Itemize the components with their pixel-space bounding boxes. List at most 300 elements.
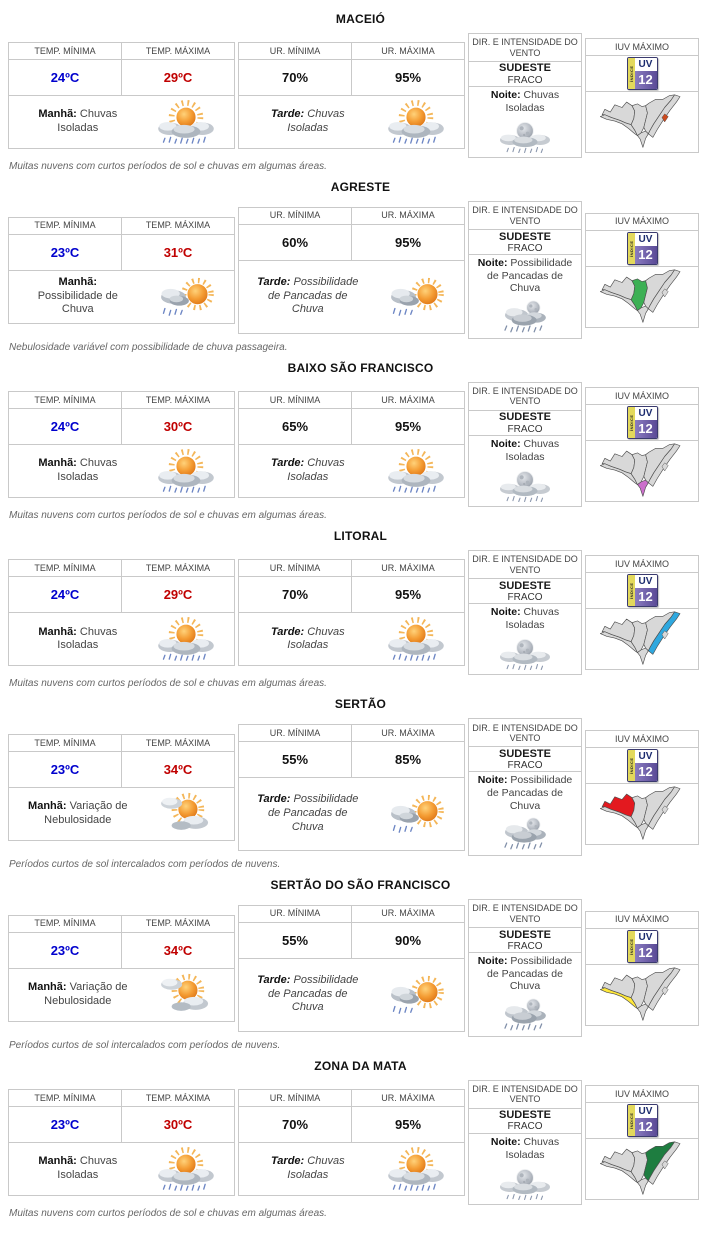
temp-max-value: 34ºC — [121, 751, 235, 788]
humidity-max-header: UR. MÁXIMA — [351, 905, 465, 923]
humidity-min-value: 70% — [238, 59, 352, 96]
humidity-min-header: UR. MÍNIMA — [238, 207, 352, 225]
region-section — [8, 12, 713, 172]
night-condition: Chuvas Isoladas — [505, 437, 560, 463]
afternoon-label: Tarde: — [257, 973, 291, 986]
humidity-min-header: UR. MÍNIMA — [238, 905, 352, 923]
temp-min-value: 24ºC — [8, 59, 122, 96]
wind-table — [468, 382, 582, 507]
wind-direction: SUDESTE — [499, 411, 551, 424]
uv-table — [585, 387, 699, 502]
forecast-row — [8, 33, 713, 158]
night-label: Noite: — [490, 437, 521, 450]
uv-word: UV — [635, 233, 657, 246]
uv-header: IUV MÁXIMO — [585, 555, 699, 573]
morning-forecast-text — [26, 276, 130, 317]
night-rain-icon — [496, 464, 554, 504]
region-note: Muitas nuvens com curtos períodos de sol e chuvas em algumas áreas. — [9, 161, 327, 173]
uv-indice-vertical-label: ÍNDICE — [628, 58, 635, 89]
temp-max-header: TEMP. MÁXIMA — [121, 915, 235, 933]
uv-table — [585, 38, 699, 153]
map-region-zona-mata — [644, 1142, 675, 1181]
morning-condition: Chuvas Isoladas — [57, 457, 118, 484]
humidity-min-value: 65% — [238, 408, 352, 445]
temp-table — [8, 391, 235, 498]
region-note: Períodos curtos de sol intercalados com períodos de nuvens. — [9, 1039, 281, 1051]
humidity-table — [238, 207, 465, 334]
wind-intensity: FRACO — [507, 591, 543, 603]
map-region-zona-mata — [644, 967, 675, 1006]
afternoon-forecast-cell — [238, 95, 465, 149]
morning-label: Manhã: — [38, 1155, 77, 1168]
temp-max-header: TEMP. MÁXIMA — [121, 42, 235, 60]
wind-direction: SUDESTE — [499, 62, 551, 75]
region-map-cell — [585, 440, 699, 502]
wind-value-cell — [468, 229, 582, 255]
cloud-rain-sun-icon — [385, 972, 447, 1018]
uv-value-cell — [585, 747, 699, 784]
night-forecast-text — [472, 774, 578, 812]
uv-word: UV — [635, 58, 657, 71]
night-label: Noite: — [490, 1135, 521, 1148]
temp-min-value: 23ºC — [8, 234, 122, 271]
afternoon-condition: Possibilidade de Pancadas de Chuva — [268, 793, 359, 833]
temp-max-value: 29ºC — [121, 59, 235, 96]
night-forecast-text — [472, 438, 578, 463]
region-section — [8, 529, 713, 689]
map-region-zona-mata — [644, 444, 675, 483]
afternoon-label: Tarde: — [270, 108, 305, 121]
night-forecast-text — [472, 1136, 578, 1161]
uv-word: UV — [635, 407, 657, 420]
afternoon-condition: Chuvas Isoladas — [287, 108, 345, 135]
uv-index-icon — [627, 57, 658, 90]
uv-index-value: 12 — [635, 763, 657, 781]
uv-index-icon — [627, 1104, 658, 1137]
morning-forecast-text — [26, 108, 130, 136]
uv-index-icon — [627, 574, 658, 607]
temp-max-value: 34ºC — [121, 932, 235, 969]
humidity-table — [238, 724, 465, 851]
night-rain-icon — [496, 1162, 554, 1202]
uv-indice-vertical-label: ÍNDICE — [628, 233, 635, 264]
morning-label: Manhã: — [38, 108, 77, 121]
wind-table — [468, 33, 582, 158]
temp-max-value: 30ºC — [121, 1106, 235, 1143]
afternoon-condition: Possibilidade de Pancadas de Chuva — [268, 973, 359, 1014]
region-note: Muitas nuvens com curtos períodos de sol e chuvas em algumas áreas. — [9, 510, 327, 522]
temp-max-header: TEMP. MÁXIMA — [121, 734, 235, 752]
uv-word: UV — [635, 931, 657, 944]
temp-max-header: TEMP. MÁXIMA — [121, 217, 235, 235]
wind-direction: SUDESTE — [499, 747, 551, 760]
night-condition: Possibilidade de Pancadas de Chuva — [487, 257, 573, 295]
night-label: Noite: — [477, 774, 508, 787]
alagoas-region-map — [593, 1140, 691, 1198]
wind-header: DIR. E INTENSIDADE DO VENTO — [468, 33, 582, 62]
humidity-max-header: UR. MÁXIMA — [351, 207, 465, 225]
forecast-row — [8, 899, 713, 1037]
region-note: Nebulosidade variável com possibilidade de chuva passageira. — [9, 341, 288, 353]
cloud-rain-sun-icon — [155, 274, 217, 320]
uv-header: IUV MÁXIMO — [585, 387, 699, 405]
temp-max-header: TEMP. MÁXIMA — [121, 391, 235, 409]
afternoon-forecast-cell — [238, 1142, 465, 1196]
night-forecast-text — [472, 606, 578, 631]
uv-word: UV — [635, 575, 657, 588]
afternoon-forecast-cell — [238, 612, 465, 666]
morning-condition: Chuvas Isoladas — [57, 625, 118, 652]
temp-max-value: 31ºC — [121, 234, 235, 271]
humidity-min-value: 70% — [238, 576, 352, 613]
morning-forecast-text — [26, 800, 130, 828]
uv-table — [585, 911, 699, 1026]
sun-rain-icon — [155, 448, 217, 494]
wind-value-cell — [468, 927, 582, 953]
sun-rain-icon — [385, 616, 447, 662]
morning-label: Manhã: — [58, 275, 98, 288]
afternoon-label: Tarde: — [270, 1155, 305, 1168]
uv-table — [585, 730, 699, 845]
morning-forecast-cell — [8, 270, 235, 324]
morning-label: Manhã: — [38, 625, 77, 638]
night-forecast-cell — [468, 771, 582, 856]
afternoon-forecast-text — [256, 793, 360, 834]
temp-min-header: TEMP. MÍNIMA — [8, 734, 122, 752]
night-heavy-rain-icon — [496, 994, 554, 1034]
uv-value-cell — [585, 404, 699, 441]
alagoas-region-map — [593, 966, 691, 1024]
region-note: Muitas nuvens com curtos períodos de sol e chuvas em algumas áreas. — [9, 1208, 327, 1220]
morning-label: Manhã: — [28, 799, 67, 812]
sun-rain-icon — [385, 448, 447, 494]
wind-intensity: FRACO — [507, 74, 543, 86]
afternoon-forecast-text — [256, 626, 360, 654]
temp-min-header: TEMP. MÍNIMA — [8, 217, 122, 235]
night-forecast-cell — [468, 435, 582, 507]
humidity-max-value: 95% — [351, 576, 465, 613]
region-map-cell — [585, 608, 699, 670]
region-section — [8, 1059, 713, 1219]
humidity-table — [238, 42, 465, 149]
alagoas-region-map — [593, 268, 691, 326]
humidity-max-value: 90% — [351, 922, 465, 959]
temp-min-value: 23ºC — [8, 932, 122, 969]
wind-direction: SUDESTE — [499, 928, 551, 941]
afternoon-condition: Chuvas Isoladas — [287, 625, 345, 652]
wind-value-cell — [468, 746, 582, 772]
night-label: Noite: — [490, 89, 521, 101]
uv-value-cell — [585, 1102, 699, 1139]
forecast-row — [8, 1080, 713, 1205]
uv-table — [585, 555, 699, 670]
map-region-zona-mata — [644, 95, 675, 134]
humidity-min-value: 55% — [238, 922, 352, 959]
morning-condition: Chuvas Isoladas — [57, 1155, 118, 1181]
region-map-cell — [585, 964, 699, 1026]
region-title: AGRESTE — [330, 180, 391, 195]
humidity-max-value: 95% — [351, 408, 465, 445]
uv-index-value: 12 — [635, 944, 657, 962]
region-title: BAIXO SÃO FRANCISCO — [287, 360, 434, 375]
morning-forecast-cell — [8, 968, 235, 1022]
night-heavy-rain-icon — [496, 296, 554, 336]
night-forecast-cell — [468, 952, 582, 1037]
temp-min-header: TEMP. MÍNIMA — [8, 1089, 122, 1107]
region-section — [8, 361, 713, 521]
temp-min-header: TEMP. MÍNIMA — [8, 915, 122, 933]
humidity-max-value: 95% — [351, 224, 465, 261]
region-map-cell — [585, 91, 699, 153]
morning-forecast-text — [26, 626, 130, 654]
humidity-min-header: UR. MÍNIMA — [238, 391, 352, 409]
wind-table — [468, 718, 582, 856]
temp-min-value: 23ºC — [8, 751, 122, 788]
night-forecast-cell — [468, 1133, 582, 1205]
humidity-max-value: 95% — [351, 59, 465, 96]
region-section — [8, 878, 713, 1051]
afternoon-forecast-cell — [238, 444, 465, 498]
humidity-table — [238, 905, 465, 1032]
alagoas-region-map — [593, 610, 691, 668]
night-condition: Chuvas Isoladas — [505, 1135, 560, 1161]
uv-header: IUV MÁXIMO — [585, 1085, 699, 1103]
afternoon-forecast-cell — [238, 958, 465, 1032]
morning-label: Manhã: — [28, 980, 67, 993]
uv-header: IUV MÁXIMO — [585, 730, 699, 748]
afternoon-condition: Chuvas Isoladas — [287, 457, 345, 484]
afternoon-forecast-cell — [238, 260, 465, 334]
morning-condition: Variação de Nebulosidade — [44, 980, 128, 1007]
night-heavy-rain-icon — [496, 813, 554, 853]
sun-rain-icon — [155, 99, 217, 145]
afternoon-label: Tarde: — [257, 275, 291, 288]
temp-max-header: TEMP. MÁXIMA — [121, 559, 235, 577]
wind-intensity: FRACO — [507, 940, 543, 952]
uv-header: IUV MÁXIMO — [585, 213, 699, 231]
night-forecast-cell — [468, 86, 582, 158]
sun-rain-icon — [155, 616, 217, 662]
uv-index-icon — [627, 930, 658, 963]
wind-direction: SUDESTE — [499, 230, 551, 243]
temp-table — [8, 42, 235, 149]
morning-forecast-text — [26, 457, 130, 485]
map-region-zona-mata — [644, 787, 675, 826]
region-section — [8, 697, 713, 870]
wind-table — [468, 899, 582, 1037]
sun-rain-icon — [155, 1146, 217, 1192]
humidity-min-header: UR. MÍNIMA — [238, 724, 352, 742]
morning-forecast-text — [26, 981, 130, 1009]
afternoon-forecast-text — [256, 1155, 360, 1183]
cloud-rain-sun-icon — [385, 791, 447, 837]
night-condition: Possibilidade de Pancadas de Chuva — [487, 955, 573, 993]
afternoon-label: Tarde: — [270, 457, 305, 470]
afternoon-forecast-cell — [238, 777, 465, 851]
temp-table — [8, 1089, 235, 1196]
region-title: SERTÃO — [334, 697, 387, 712]
region-title: LITORAL — [333, 529, 388, 544]
uv-table — [585, 1085, 699, 1200]
night-forecast-text — [472, 89, 578, 114]
uv-indice-vertical-label: ÍNDICE — [628, 931, 635, 962]
afternoon-label: Tarde: — [257, 793, 291, 806]
night-rain-icon — [496, 115, 554, 155]
region-section — [8, 180, 713, 353]
wind-table — [468, 550, 582, 675]
afternoon-forecast-text — [256, 457, 360, 485]
wind-value-cell — [468, 578, 582, 604]
uv-index-value: 12 — [635, 420, 657, 438]
humidity-min-header: UR. MÍNIMA — [238, 42, 352, 60]
alagoas-region-map — [593, 442, 691, 500]
night-forecast-cell — [468, 603, 582, 675]
night-label: Noite: — [490, 606, 521, 619]
uv-indice-vertical-label: ÍNDICE — [628, 1105, 635, 1136]
uv-value-cell — [585, 230, 699, 267]
uv-value-cell — [585, 572, 699, 609]
humidity-max-header: UR. MÁXIMA — [351, 724, 465, 742]
uv-word: UV — [635, 1105, 657, 1118]
wind-header: DIR. E INTENSIDADE DO VENTO — [468, 899, 582, 928]
uv-index-icon — [627, 406, 658, 439]
night-forecast-text — [472, 955, 578, 993]
wind-direction: SUDESTE — [499, 579, 551, 592]
morning-forecast-cell — [8, 444, 235, 498]
uv-index-icon — [627, 749, 658, 782]
temp-max-value: 29ºC — [121, 576, 235, 613]
afternoon-forecast-text — [256, 108, 360, 136]
wind-value-cell — [468, 61, 582, 87]
afternoon-label: Tarde: — [270, 625, 305, 638]
humidity-min-header: UR. MÍNIMA — [238, 559, 352, 577]
night-label: Noite: — [477, 257, 508, 270]
temp-min-value: 24ºC — [8, 408, 122, 445]
region-map-cell — [585, 266, 699, 328]
wind-value-cell — [468, 410, 582, 436]
humidity-min-value: 55% — [238, 741, 352, 778]
night-condition: Chuvas Isoladas — [505, 606, 560, 631]
sun-rain-icon — [385, 99, 447, 145]
forecast-row — [8, 718, 713, 856]
uv-header: IUV MÁXIMO — [585, 38, 699, 56]
morning-forecast-text — [26, 1155, 130, 1183]
night-rain-icon — [496, 632, 554, 672]
wind-header: DIR. E INTENSIDADE DO VENTO — [468, 718, 582, 747]
region-map-cell — [585, 783, 699, 845]
humidity-min-header: UR. MÍNIMA — [238, 1089, 352, 1107]
uv-value-cell — [585, 55, 699, 92]
wind-table — [468, 201, 582, 339]
temp-table — [8, 915, 235, 1022]
morning-forecast-cell — [8, 1142, 235, 1196]
humidity-table — [238, 1089, 465, 1196]
temp-min-value: 23ºC — [8, 1106, 122, 1143]
temp-table — [8, 734, 235, 841]
morning-condition: Possibilidade de Chuva — [37, 289, 118, 316]
humidity-table — [238, 391, 465, 498]
uv-indice-vertical-label: ÍNDICE — [628, 407, 635, 438]
temp-min-header: TEMP. MÍNIMA — [8, 391, 122, 409]
humidity-min-value: 70% — [238, 1106, 352, 1143]
region-map-cell — [585, 1138, 699, 1200]
wind-intensity: FRACO — [507, 242, 543, 254]
cloud-rain-sun-icon — [385, 274, 447, 320]
uv-table — [585, 213, 699, 328]
uv-word: UV — [635, 750, 657, 763]
uv-index-value: 12 — [635, 588, 657, 606]
morning-condition: Variação de Nebulosidade — [44, 799, 128, 826]
morning-label: Manhã: — [38, 457, 77, 470]
uv-indice-vertical-label: ÍNDICE — [628, 575, 635, 606]
region-title: ZONA DA MATA — [314, 1058, 407, 1073]
night-label: Noite: — [477, 955, 508, 968]
humidity-max-value: 85% — [351, 741, 465, 778]
temp-max-value: 30ºC — [121, 408, 235, 445]
humidity-max-header: UR. MÁXIMA — [351, 1089, 465, 1107]
region-title: SERTÃO DO SÃO FRANCISCO — [270, 878, 451, 893]
wind-intensity: FRACO — [507, 423, 543, 435]
morning-condition: Chuvas Isoladas — [57, 108, 118, 135]
uv-index-value: 12 — [635, 1118, 657, 1136]
humidity-max-header: UR. MÁXIMA — [351, 391, 465, 409]
region-title: MACEIÓ — [335, 12, 386, 26]
afternoon-forecast-text — [256, 276, 360, 317]
sun-rain-icon — [385, 1146, 447, 1192]
afternoon-condition: Chuvas Isoladas — [287, 1155, 345, 1181]
night-forecast-text — [472, 257, 578, 295]
map-region-zona-mata — [644, 612, 675, 651]
alagoas-region-map — [593, 93, 691, 151]
temp-min-header: TEMP. MÍNIMA — [8, 559, 122, 577]
uv-value-cell — [585, 928, 699, 965]
sun-clouds-icon — [155, 791, 217, 837]
afternoon-forecast-text — [256, 974, 360, 1015]
wind-header: DIR. E INTENSIDADE DO VENTO — [468, 1080, 582, 1109]
wind-value-cell — [468, 1108, 582, 1134]
temp-table — [8, 217, 235, 324]
morning-forecast-cell — [8, 612, 235, 666]
wind-intensity: FRACO — [507, 1121, 543, 1133]
humidity-max-value: 95% — [351, 1106, 465, 1143]
region-note: Muitas nuvens com curtos períodos de sol e chuvas em algumas áreas. — [9, 678, 327, 690]
temp-min-header: TEMP. MÍNIMA — [8, 42, 122, 60]
morning-forecast-cell — [8, 95, 235, 149]
wind-header: DIR. E INTENSIDADE DO VENTO — [468, 201, 582, 230]
humidity-max-header: UR. MÁXIMA — [351, 559, 465, 577]
alagoas-region-map — [593, 785, 691, 843]
sun-clouds-icon — [155, 972, 217, 1018]
morning-forecast-cell — [8, 787, 235, 841]
wind-direction: SUDESTE — [499, 1109, 551, 1122]
humidity-max-header: UR. MÁXIMA — [351, 42, 465, 60]
humidity-min-value: 60% — [238, 224, 352, 261]
forecast-row — [8, 382, 713, 507]
map-region-zona-mata — [644, 269, 675, 308]
wind-table — [468, 1080, 582, 1205]
night-condition: Possibilidade de Pancadas de Chuva — [487, 774, 573, 812]
temp-min-value: 24ºC — [8, 576, 122, 613]
humidity-table — [238, 559, 465, 666]
uv-index-icon — [627, 232, 658, 265]
uv-header: IUV MÁXIMO — [585, 911, 699, 929]
region-note: Períodos curtos de sol intercalados com períodos de nuvens. — [9, 859, 281, 871]
night-forecast-cell — [468, 254, 582, 339]
afternoon-condition: Possibilidade de Pancadas de Chuva — [268, 275, 359, 316]
night-condition: Chuvas Isoladas — [505, 89, 560, 114]
forecast-row — [8, 201, 713, 339]
uv-index-value: 12 — [635, 71, 657, 89]
